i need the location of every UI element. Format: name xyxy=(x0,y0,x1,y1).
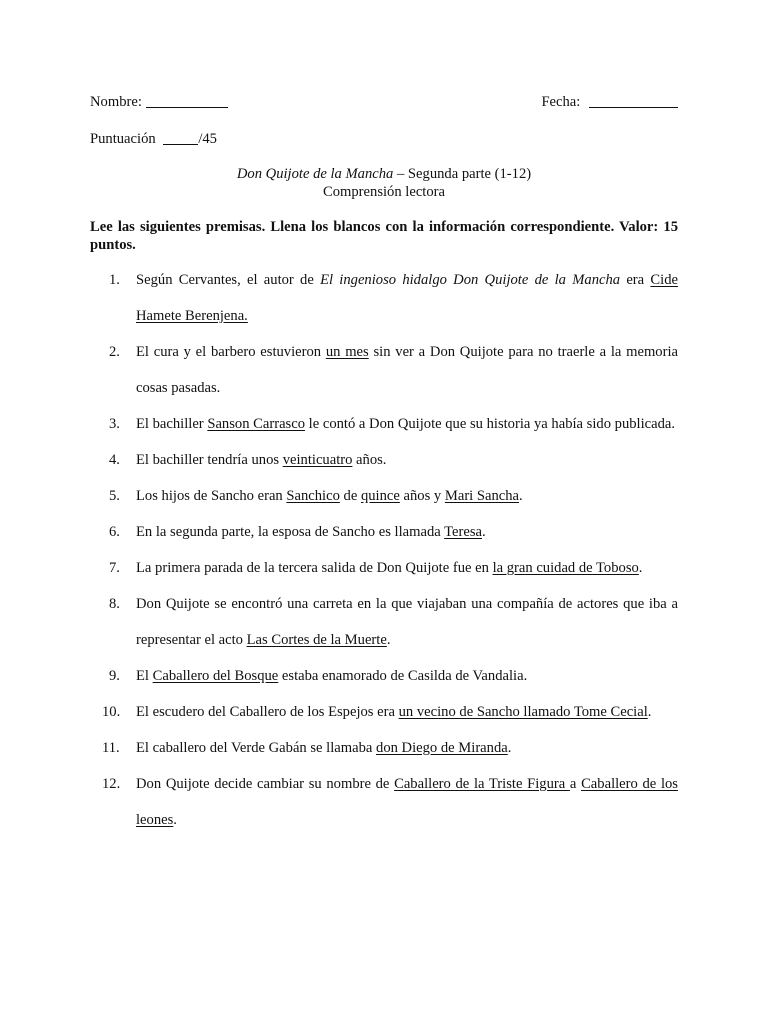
score-total: /45 xyxy=(198,131,217,147)
answer-text: don Diego de Miranda xyxy=(376,740,508,756)
question-text: El escudero del Caballero de los Espejos era xyxy=(136,704,399,720)
question-text: a xyxy=(569,776,582,792)
document-title xyxy=(90,165,678,183)
name-label: Nombre: xyxy=(90,94,142,110)
question-number: 1. xyxy=(109,272,120,288)
document-subtitle: Comprensión lectora xyxy=(323,184,445,200)
date-field xyxy=(541,93,678,111)
question-item xyxy=(90,262,678,334)
question-text: En la segunda parte, la esposa de Sancho es llamada xyxy=(136,524,445,540)
answer-text: Sanchico xyxy=(286,488,340,504)
header-row-name-date xyxy=(90,93,678,111)
answer-text: Las Cortes de la Muerte xyxy=(246,632,387,648)
question-number: 8. xyxy=(109,596,120,612)
question-text: El xyxy=(136,668,153,684)
question-text: Los hijos de Sancho eran xyxy=(136,488,287,504)
question-number: 9. xyxy=(109,668,120,684)
question-list xyxy=(90,262,678,838)
question-number: 10. xyxy=(102,704,121,720)
question-number: 2. xyxy=(109,344,120,360)
question-item xyxy=(90,442,678,478)
instructions: Lee las siguientes premisas. Llena los blancos con la información correspondiente. Valor: 15 puntos. xyxy=(90,219,678,253)
question-text: Don Quijote se encontró una carreta en la que viajaban una compañía de actores que iba a representar el acto xyxy=(136,596,678,648)
question-text: El bachiller xyxy=(136,416,208,432)
answer-text: quince xyxy=(360,488,400,504)
question-number: 6. xyxy=(109,524,120,540)
question-text: sin ver a Don Quijote para no traerle a la memoria cosas pasadas. xyxy=(136,344,678,396)
question-text: de xyxy=(339,488,361,504)
question-text: . xyxy=(482,524,486,540)
question-text: La primera parada de la tercera salida de Don Quijote fue en xyxy=(136,560,493,576)
name-blank xyxy=(146,93,228,108)
answer-text: Caballero de la Triste Figura xyxy=(394,776,570,792)
work-title: Don Quijote de la Mancha xyxy=(236,166,394,182)
score-field xyxy=(90,130,217,148)
question-text: . xyxy=(507,740,512,756)
answer-text: Cide Hamete Berenjena. xyxy=(136,272,678,324)
date-label: Fecha: xyxy=(541,94,581,110)
score-label: Puntuación xyxy=(90,131,156,147)
answer-text: la gran cuidad de Toboso xyxy=(492,560,639,576)
question-number: 3. xyxy=(109,416,120,432)
answer-text: Mari Sancha xyxy=(444,488,520,504)
date-blank xyxy=(589,93,678,108)
question-text: le contó a Don Quijote que su historia ya había sido publicada. xyxy=(305,416,676,432)
question-text: . xyxy=(647,704,652,720)
answer-text: Teresa xyxy=(444,524,482,540)
question-text: El bachiller tendría unos xyxy=(136,452,283,468)
question-text: era xyxy=(620,272,651,288)
header-row-score xyxy=(90,130,678,148)
question-item xyxy=(90,586,678,658)
answer-text: un mes xyxy=(325,344,369,360)
question-text: . xyxy=(173,812,177,828)
question-item xyxy=(90,730,678,766)
answer-text: veinticuatro xyxy=(282,452,353,468)
question-item xyxy=(90,550,678,586)
question-text: Don Quijote decide cambiar su nombre de xyxy=(136,776,395,792)
answer-text: un vecino de Sancho llamado Tome Cecial xyxy=(398,704,648,720)
question-number: 4. xyxy=(109,452,120,468)
question-number: 7. xyxy=(109,560,120,576)
question-text: . xyxy=(638,560,643,576)
question-text: años. xyxy=(352,452,387,468)
question-text: Según Cervantes, el autor de xyxy=(136,272,321,288)
name-field xyxy=(90,93,228,111)
question-text: estaba enamorado de Casilda de Vandalia. xyxy=(278,668,528,684)
score-blank xyxy=(163,130,198,145)
question-item xyxy=(90,766,678,838)
question-number: 5. xyxy=(109,488,120,504)
question-text: años y xyxy=(399,488,445,504)
question-text: El caballero del Verde Gabán se llamaba xyxy=(136,740,377,756)
question-item xyxy=(90,334,678,406)
question-number: 11. xyxy=(102,740,120,756)
question-item xyxy=(90,478,678,514)
question-text: . xyxy=(386,632,391,648)
question-item xyxy=(90,658,678,694)
answer-text: Caballero de los leones xyxy=(136,776,678,828)
question-item xyxy=(90,406,678,442)
question-item xyxy=(90,514,678,550)
answer-text: Caballero del Bosque xyxy=(152,668,279,684)
part-title: – Segunda parte (1-12) xyxy=(393,166,532,182)
work-title-italic: El ingenioso hidalgo Don Quijote de la Mancha xyxy=(320,272,621,288)
question-item xyxy=(90,694,678,730)
title-block xyxy=(90,165,678,201)
answer-text: Sanson Carrasco xyxy=(207,416,306,432)
question-number: 12. xyxy=(102,776,121,792)
question-text: . xyxy=(519,488,523,504)
question-text: El cura y el barbero estuvieron xyxy=(136,344,326,360)
